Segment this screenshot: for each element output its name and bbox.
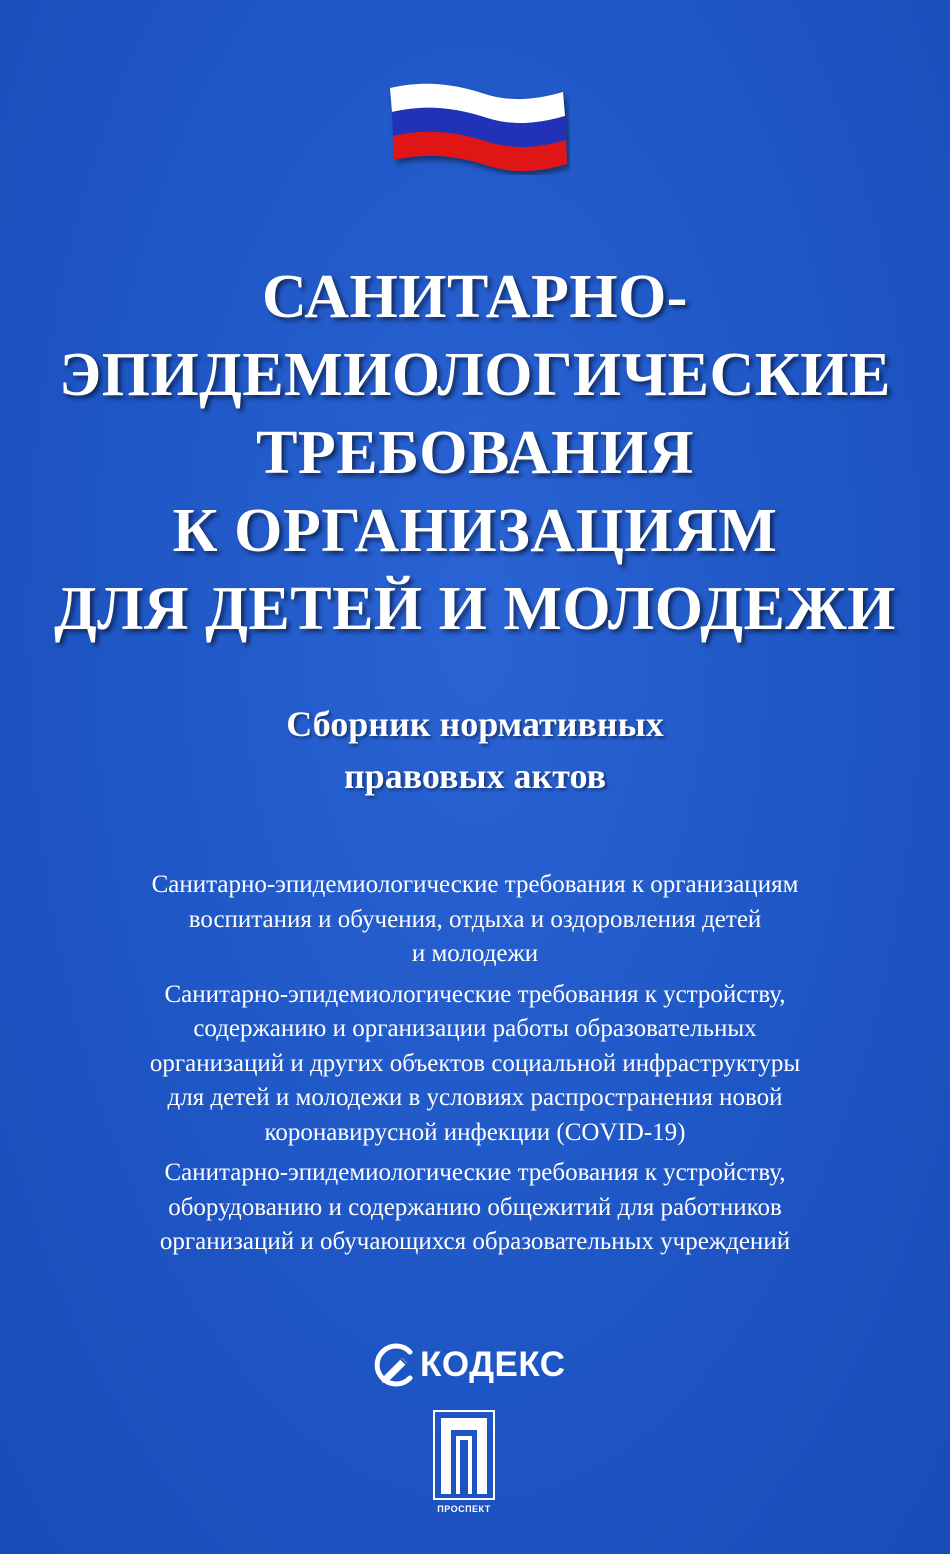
kodex-logo [372, 1335, 572, 1395]
act-item [60, 978, 890, 1151]
book-title [40, 258, 910, 648]
act-line: оборудованию и содержанию общежитий для работников [168, 1193, 782, 1221]
act-line: воспитания и обучения, отдыха и оздоровления детей [188, 905, 762, 933]
prospekt-arch-icon [433, 1410, 495, 1500]
title-line: ЭПИДЕМИОЛОГИЧЕСКИЕ [59, 341, 891, 409]
kodex-pen-icon [372, 1342, 418, 1388]
act-line: содержанию и организации работы образовательных [193, 1015, 757, 1042]
act-line: организаций и обучающихся образовательных учреждений [159, 1228, 791, 1255]
act-line: коронавирусной инфекции (COVID-19) [264, 1118, 686, 1146]
acts-list [60, 868, 890, 1266]
title-line: К ОРГАНИЗАЦИЯМ [172, 497, 778, 565]
publisher-logo-text: ПРОСПЕКТ [437, 1504, 491, 1514]
title-line: САНИТАРНО- [262, 263, 688, 331]
title-line: ТРЕБОВАНИЯ [256, 419, 694, 487]
russian-flag-icon [385, 80, 570, 175]
act-line: организаций и других объектов социальной инфраструктуры [149, 1049, 801, 1077]
subtitle-line: правовых актов [343, 756, 607, 796]
subtitle-line: Сборник нормативных [286, 704, 664, 744]
act-line: и молодежи [411, 940, 539, 967]
book-subtitle [100, 698, 850, 802]
act-item [60, 868, 890, 972]
act-line: Санитарно-эпидемиологические требования к устройству, [164, 980, 786, 1008]
act-line: для детей и молодежи в условиях распространения новой [167, 1084, 783, 1111]
act-line: Санитарно-эпидемиологические требования к организациям [151, 871, 799, 898]
act-line: Санитарно-эпидемиологические требования к устройству, [164, 1159, 786, 1186]
kodex-logo-text: КОДЕКС [420, 1345, 566, 1384]
publisher-logo [425, 1410, 503, 1530]
title-line: ДЛЯ ДЕТЕЙ И МОЛОДЕЖИ [54, 575, 896, 643]
act-item [60, 1156, 890, 1260]
